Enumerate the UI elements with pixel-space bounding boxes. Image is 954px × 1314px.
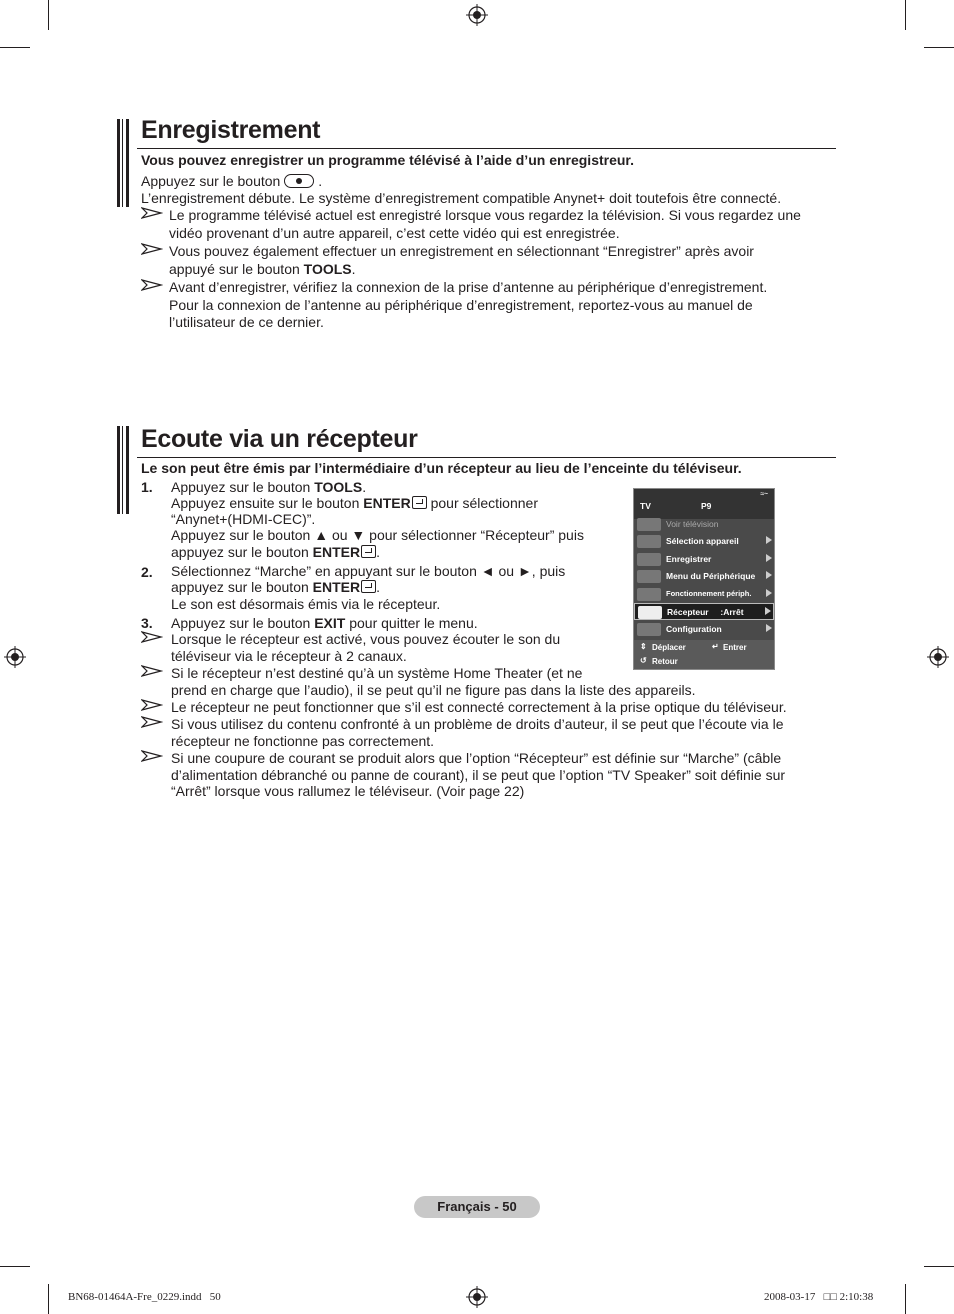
step-line: “Anynet+(HDMI-CEC)”. — [171, 511, 316, 527]
note-line: Si le récepteur n’est destiné qu’à un système Home Theater (et ne — [171, 665, 583, 681]
note-arrow-icon — [141, 243, 163, 255]
step-number: 3. — [141, 615, 153, 631]
note-line: Avant d’enregistrer, vérifiez la connexion de la prise d’antenne au périphérique d’enregistrement. — [169, 279, 768, 295]
anynet-logo-icon: ≈~ — [760, 491, 768, 498]
device-select-icon — [637, 535, 661, 548]
osd-item: Sélection appareil — [634, 533, 774, 550]
step-number: 2. — [141, 564, 153, 580]
registration-mark-icon — [466, 1286, 488, 1308]
crop-mark — [48, 0, 49, 30]
chevron-right-icon — [766, 589, 772, 597]
step-number: 1. — [141, 479, 153, 495]
enter-icon — [412, 496, 427, 509]
step-line: appuyez sur le bouton ENTER . — [171, 544, 380, 560]
crop-mark — [905, 1284, 906, 1314]
note-arrow-icon — [141, 716, 163, 728]
note-line: Vous pouvez également effectuer un enregistrement en sélectionnant “Enregistrer” après avoir — [169, 243, 754, 259]
section-bar — [126, 426, 129, 514]
title-rule — [137, 148, 836, 149]
title-rule — [137, 457, 836, 458]
chevron-right-icon — [766, 536, 772, 544]
step-line: Le son est désormais émis via le récepteur. — [171, 596, 441, 612]
section-bar — [117, 119, 120, 207]
print-slug: BN68-01464A-Fre_0229.indd 50 — [68, 1291, 221, 1303]
step-line: Appuyez ensuite sur le bouton ENTER pour sélectionner — [171, 495, 538, 511]
note-line: Si une coupure de courant se produit alors que l’option “Récepteur” est définie sur “Marche” (câble — [171, 750, 782, 766]
step-line: appuyez sur le bouton ENTER . — [171, 579, 380, 595]
note-line: récepteur ne fonctionne pas correctement. — [171, 733, 435, 749]
enter-icon — [361, 545, 376, 558]
enter-icon: ↵ — [712, 642, 719, 651]
step-line: Appuyez sur le bouton ▲ ou ▼ pour sélectionner “Récepteur” puis — [171, 527, 584, 543]
chevron-right-icon — [766, 624, 772, 632]
note-line: Si vous utilisez du contenu confronté à un problème de droits d’auteur, il se peut que l’écoute via le — [171, 716, 784, 732]
osd-item: Fonctionnement périph. — [634, 586, 774, 603]
return-icon: ↺ — [640, 656, 647, 665]
note-line: Le programme télévisé actuel est enregistré lorsque vous regardez la télévision. Si vous regardez une — [169, 207, 801, 223]
device-operation-icon — [637, 588, 661, 601]
section-bar — [126, 119, 129, 207]
chevron-right-icon — [766, 571, 772, 579]
note-arrow-icon — [141, 699, 163, 711]
note-line: appuyé sur le bouton TOOLS. — [169, 261, 356, 277]
tv-osd-menu — [633, 488, 775, 670]
crop-mark — [905, 0, 906, 30]
step-line: Appuyez sur le bouton EXIT pour quitter le menu. — [171, 615, 478, 631]
note-arrow-icon — [141, 207, 163, 219]
registration-mark-icon — [466, 4, 488, 26]
section-lead: Le son peut être émis par l’intermédiaire d’un récepteur au lieu de l’enceinte du téléviseur. — [141, 460, 742, 476]
record-button-icon — [284, 174, 314, 188]
tv-icon — [637, 518, 661, 531]
osd-header — [634, 489, 774, 519]
osd-item: Configuration — [634, 621, 774, 638]
print-date: 2008-03-17 □□ 2:10:38 — [764, 1291, 874, 1303]
note-arrow-icon — [141, 750, 163, 762]
osd-item: Enregistrer — [634, 551, 774, 568]
osd-header-channel: P9 — [701, 501, 712, 511]
instruction-line: Appuyez sur le bouton . — [141, 173, 323, 189]
chevron-right-icon — [766, 554, 772, 562]
note-line: d’alimentation débranché ou panne de courant), il se peut que l’option “TV Speaker” soit définie sur — [171, 767, 786, 783]
note-arrow-icon — [141, 665, 163, 677]
crop-mark — [0, 1266, 30, 1267]
gear-icon — [637, 623, 661, 636]
section-lead: Vous pouvez enregistrer un programme télévisé à l’aide d’un enregistreur. — [141, 152, 635, 168]
osd-footer: ⇕ Déplacer ↵ Entrer ↺ Retour — [634, 640, 774, 669]
note-line: “Arrêt” lorsque vous rallumez le téléviseur. (Voir page 22) — [171, 783, 525, 799]
section-bar — [122, 119, 123, 207]
chevron-right-icon — [765, 607, 771, 615]
osd-item: Voir télévision — [634, 516, 774, 533]
device-menu-icon — [637, 570, 661, 583]
page-number: Français - 50 — [414, 1196, 540, 1218]
registration-mark-icon — [927, 646, 949, 668]
osd-item: Menu du Périphérique — [634, 568, 774, 585]
osd-header-source: TV — [640, 501, 651, 511]
note-line: téléviseur via le récepteur à 2 canaux. — [171, 648, 407, 664]
note-line: l’utilisateur de ce dernier. — [169, 314, 324, 330]
crop-mark — [924, 1266, 954, 1267]
crop-mark — [48, 1284, 49, 1314]
section-title: Ecoute via un récepteur — [141, 425, 418, 453]
osd-item-selected: Récepteur :Arrêt — [634, 603, 774, 620]
move-icon: ⇕ — [640, 642, 647, 651]
registration-mark-icon — [4, 646, 26, 668]
crop-mark — [0, 47, 30, 48]
note-line: prend en charge que l’audio), il se peut qu’il ne figure pas dans la liste des appareils. — [171, 682, 696, 698]
record-icon — [637, 553, 661, 566]
crop-mark — [924, 47, 954, 48]
note-line: Pour la connexion de l’antenne au périphérique d’enregistrement, reportez-vous au manuel de — [169, 297, 753, 313]
enter-icon — [361, 580, 376, 593]
section-title: Enregistrement — [141, 116, 321, 144]
note-arrow-icon — [141, 279, 163, 291]
section-bar — [117, 426, 120, 514]
step-line: Appuyez sur le bouton TOOLS. — [171, 479, 367, 495]
section-bar — [122, 426, 123, 514]
step-line: Sélectionnez “Marche” en appuyant sur le bouton ◄ ou ►, puis — [171, 563, 566, 579]
note-line: vidéo provenant d’un autre appareil, c’est cette vidéo qui est enregistrée. — [169, 225, 620, 241]
note-arrow-icon — [141, 631, 163, 643]
note-line: Le récepteur ne peut fonctionner que s’il est connecté correctement à la prise optique du téléviseur. — [171, 699, 787, 715]
receiver-icon — [638, 606, 662, 619]
note-line: Lorsque le récepteur est activé, vous pouvez écouter le son du — [171, 631, 561, 647]
instruction-line: L’enregistrement débute. Le système d’enregistrement compatible Anynet+ doit toutefois être connecté. — [141, 190, 782, 206]
